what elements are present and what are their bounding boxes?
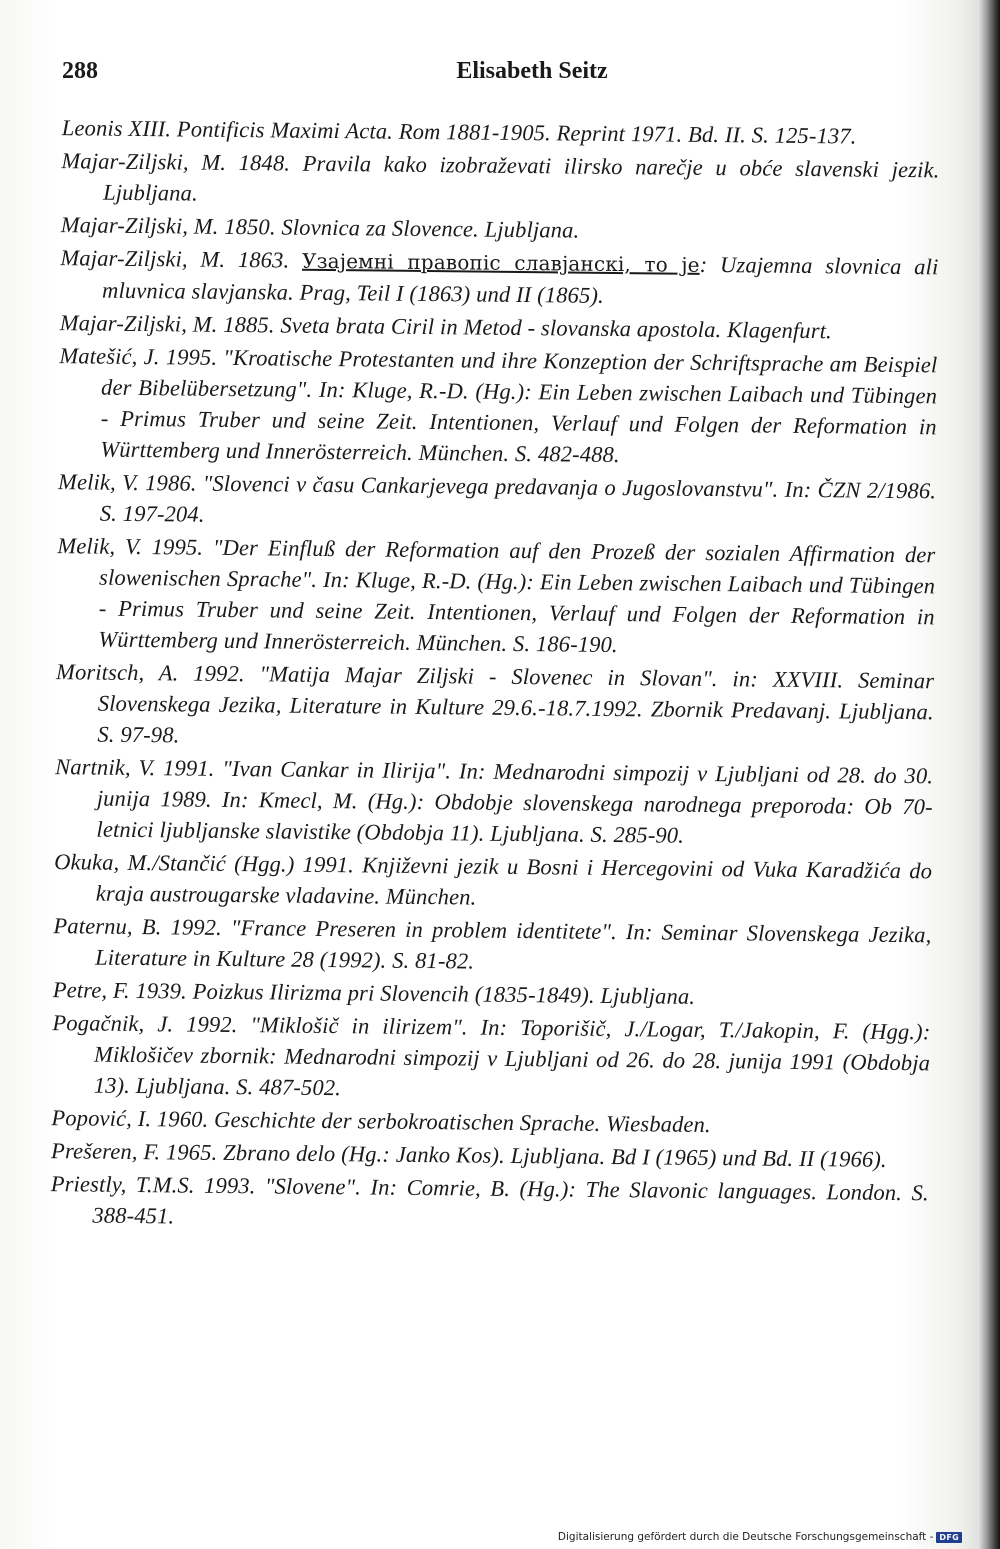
bib-entry: Paternu, B. 1992. "France Preseren in problem identitete". In: Seminar Slovenskega Jezika, Literature in Kulture 28 (1992). S. 81-82.	[53, 913, 932, 974]
bib-entry: Majar-Ziljski, M. 1848. Pravila kako izobraževati ilirsko narečje u obće slavenski jezik. Ljubljana.	[61, 148, 940, 206]
bibliography-list	[32, 112, 940, 1241]
running-head: Elisabeth Seitz	[456, 58, 608, 84]
digitization-credit	[558, 1531, 962, 1543]
bib-entry: Matešić, J. 1995. "Kroatische Protestanten und ihre Konzeption der Schriftsprache am Beispiel der Bibelübersetzung". In: Kluge, R.-D. (Hg.): Ein Leben zwischen Laibach und Tübingen - Primus Truber und seine Zeit. Intentionen, Verlauf und Folgen der Reformation in Württemberg und Innerösterreich. München. S. 482-488.	[59, 343, 938, 468]
bib-entry: Majar-Ziljski, M. 1850. Slovnica za Slovence. Ljubljana.	[60, 212, 580, 243]
bib-entry: Leonis XIII. Pontificis Maximi Acta. Rom 1881-1905. Reprint 1971. Bd. II. S. 125-137.	[61, 115, 857, 149]
bib-entry	[42, 242, 939, 314]
bib-entry: Petre, F. 1939. Poizkus Ilirizma pri Slovencih (1835-1849). Ljubljana.	[52, 977, 696, 1009]
page-header	[62, 58, 922, 94]
page-number: 288	[62, 58, 98, 84]
bib-entry: Prešeren, F. 1965. Zbrano delo (Hg.: Janko Kos). Ljubljana. Bd I (1965) und Bd. II (1966).	[50, 1138, 887, 1172]
bib-entry: Melik, V. 1986. "Slovenci v času Cankarjevega predavanja o Jugoslovanstvu". In: ČZN 2/1986. S. 197-204.	[57, 469, 937, 527]
bib-entry: Priestly, T.M.S. 1993. "Slovene". In: Comrie, B. (Hg.): The Slavonic languages. London. S. 388-451.	[50, 1171, 929, 1229]
bib-entry: Pogačnik, J. 1992. "Miklošič in ilirizem". In: Toporišič, J./Logar, T./Jakopin, F. (Hgg.): Miklošičev zbornik: Mednarodni simpozij v Ljubljani od 26. do 28. junija 1991 (Obdobja 13). Ljubljana. S. 487-502.	[52, 1010, 931, 1101]
bib-entry-rest: : Uzajemna slovnica ali mluvnica slavjanska. Prag, Teil I (1863) und II (1865).	[102, 251, 939, 308]
bib-entry: Moritsch, A. 1992. "Matija Majar Ziljski - Slovenec in Slovan". in: XXVIII. Seminar Slovenskega Jezika, Literature in Kulture 29.6.-18.7.1992. Zbornik Predavanj. Ljubljana. S. 97-98.	[56, 659, 935, 748]
bib-entry: Okuka, M./Stančić (Hgg.) 1991. Književni jezik u Bosni i Hercegovini od Vuka Karadžića do kraja austrougarske vladavine. München.	[54, 849, 933, 910]
bib-entry: Melik, V. 1995. "Der Einfluß der Reformation auf den Prozeß der sozialen Affirmation der slowenischen Sprache". In: Kluge, R.-D. (Hg.): Ein Leben zwischen Laibach und Tübingen - Primus Truber und seine Zeit. Intentionen, Verlauf und Folgen der Reformation in Württemberg und Innerösterreich. München. S. 186-190.	[57, 533, 936, 658]
bib-entry: Majar-Ziljski, M. 1885. Sveta brata Ciril in Metod - slovanska apostola. Klagenfurt.	[59, 310, 833, 344]
cyrillic-title: Узајемнi правопiс славјанскi, то је	[301, 248, 700, 277]
credit-text: Digitalisierung gefördert durch die Deutsche Forschungsgemeinschaft -	[557, 1531, 934, 1543]
bib-entry-lead: Majar-Ziljski, M. 1863.	[60, 245, 303, 273]
book-spine-shadow	[978, 0, 1000, 1549]
bib-entry: Popović, I. 1960. Geschichte der serbokroatischen Sprache. Wiesbaden.	[51, 1105, 711, 1138]
dfg-logo: DFG	[936, 1532, 962, 1543]
bib-entry: Nartnik, V. 1991. "Ivan Cankar in Ilirija". In: Mednarodni simpozij v Ljubljani od 28. do 30. junija 1989. In: Kmecl, M. (Hg.): Obdobje slovenskega narodnega preporoda: Ob 70-letnici ljubljanske slavistike (Obdobja 11). Ljubljana. S. 285-90.	[55, 754, 934, 848]
